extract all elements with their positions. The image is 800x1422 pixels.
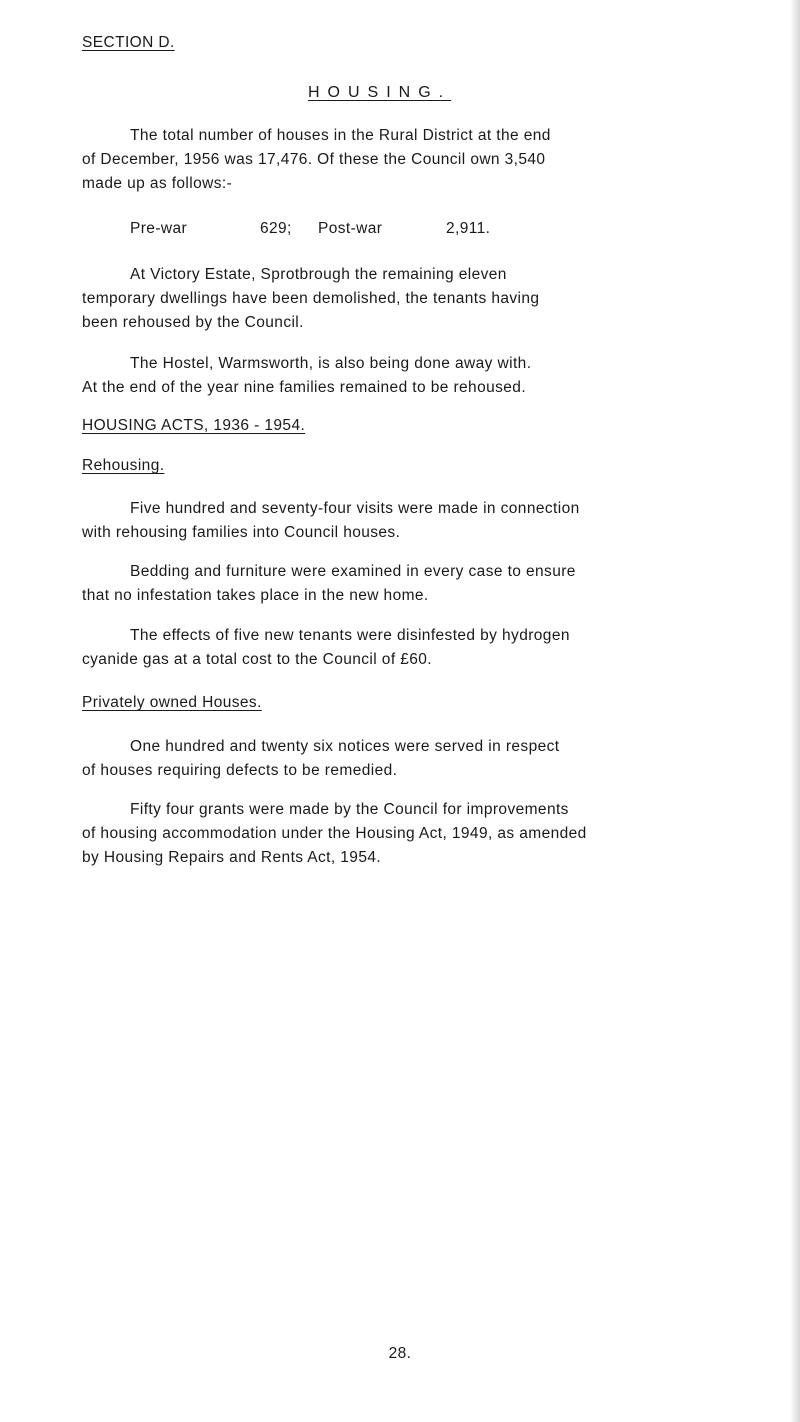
intro-line-3: made up as follows:-	[82, 175, 233, 192]
private-p1-line-2: of houses requiring defects to be remedied.	[82, 762, 398, 779]
victory-line-3: been rehoused by the Council.	[82, 314, 304, 331]
pre-war-label: Pre-war	[130, 220, 188, 237]
private-p2-line-3: by Housing Repairs and Rents Act, 1954.	[82, 849, 382, 866]
rehousing-p3-line-2: cyanide gas at a total cost to the Council of £60.	[82, 651, 433, 668]
page-title: HOUSING.	[308, 84, 452, 101]
rehousing-p1-line-2: with rehousing families into Council houses.	[82, 524, 401, 541]
hostel-line-1: The Hostel, Warmsworth, is also being done away with.	[130, 355, 532, 372]
rehousing-heading: Rehousing.	[82, 457, 165, 474]
private-p1-line-1: One hundred and twenty six notices were served in respect	[130, 738, 560, 755]
post-war-label: Post-war	[318, 220, 383, 237]
rehousing-p2-line-1: Bedding and furniture were examined in every case to ensure	[130, 563, 576, 580]
housing-acts-heading: HOUSING ACTS, 1936 - 1954.	[82, 417, 306, 434]
pre-war-value: 629;	[260, 220, 292, 237]
intro-line-2: of December, 1956 was 17,476. Of these the Council own 3,540	[82, 151, 546, 168]
private-p2-line-2: of housing accommodation under the Housing Act, 1949, as amended	[82, 825, 587, 842]
rehousing-p2-line-2: that no infestation takes place in the new home.	[82, 587, 429, 604]
privately-owned-heading: Privately owned Houses.	[82, 694, 262, 711]
victory-line-1: At Victory Estate, Sprotbrough the remaining eleven	[130, 266, 507, 283]
rehousing-p1-line-1: Five hundred and seventy-four visits were made in connection	[130, 500, 580, 517]
page-number: 28.	[388, 1345, 412, 1362]
intro-line-1: The total number of houses in the Rural District at the end	[130, 127, 551, 144]
page-edge-shadow	[790, 0, 800, 1422]
private-p2-line-1: Fifty four grants were made by the Council for improvements	[130, 801, 569, 818]
rehousing-p3-line-1: The effects of five new tenants were disinfested by hydrogen	[130, 627, 570, 644]
post-war-value: 2,911.	[446, 220, 491, 237]
section-label: SECTION D.	[82, 34, 175, 51]
victory-line-2: temporary dwellings have been demolished, the tenants having	[82, 290, 540, 307]
hostel-line-2: At the end of the year nine families remained to be rehoused.	[82, 379, 527, 396]
